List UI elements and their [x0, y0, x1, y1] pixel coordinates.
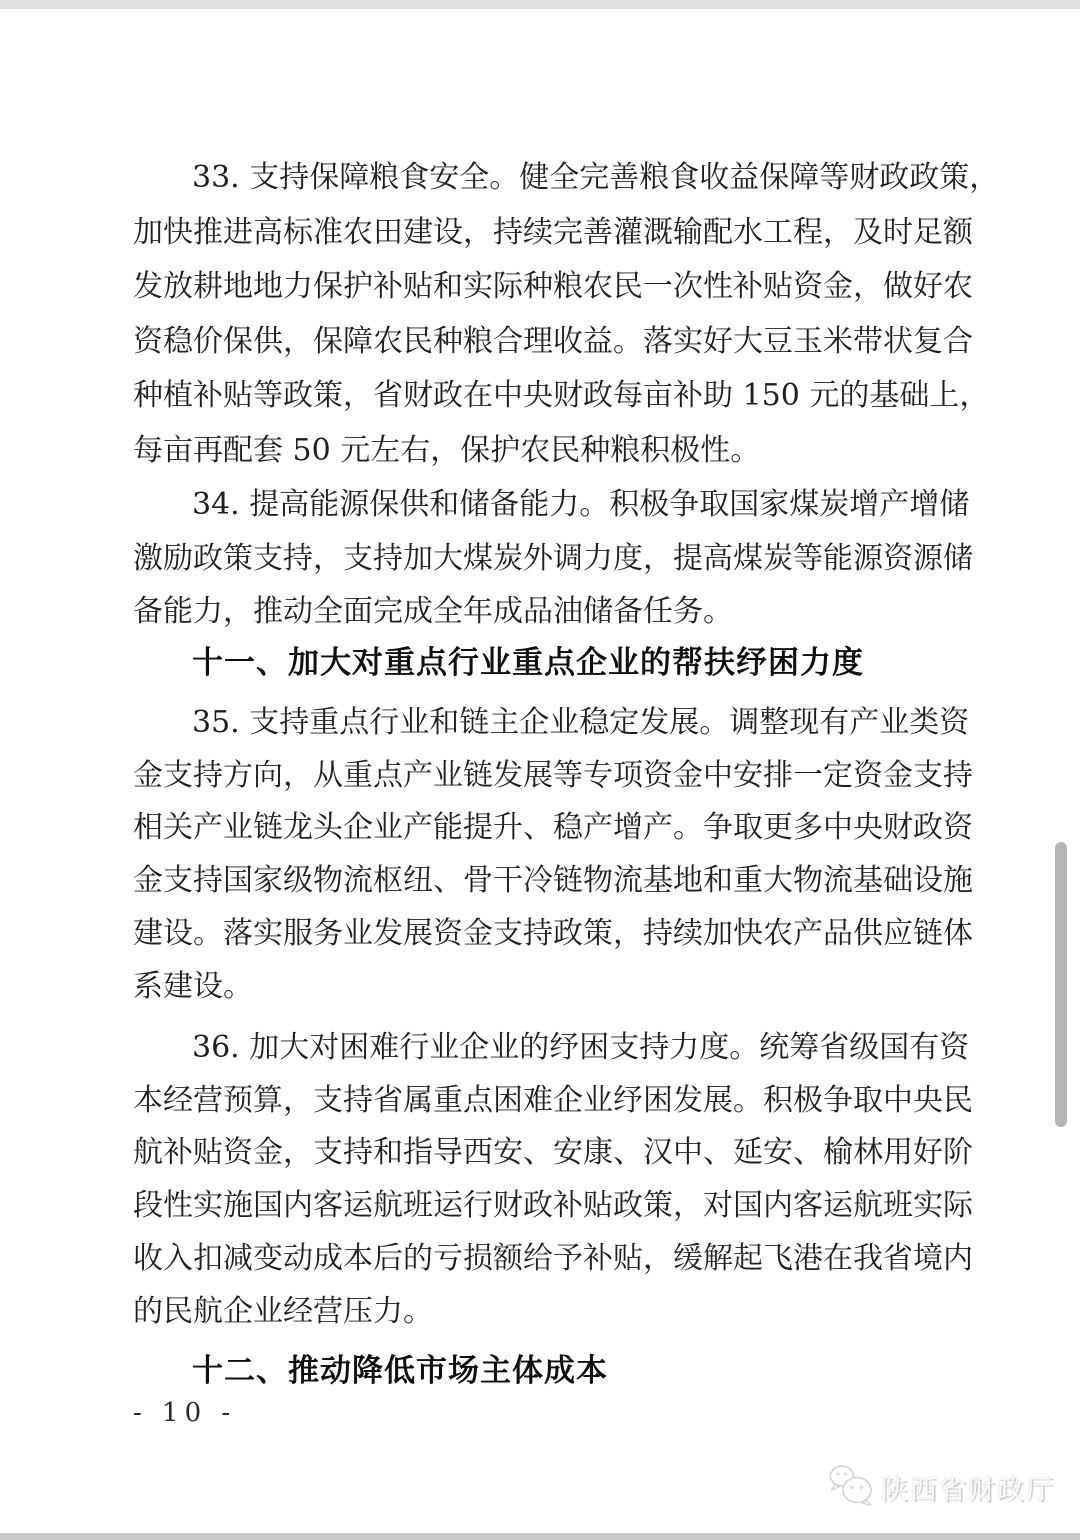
- wechat-logo-icon: [828, 1464, 874, 1510]
- bottom-bar: [0, 1533, 1080, 1540]
- text-line: 收入扣减变动成本后的亏损额给予补贴，缓解起飞港在我省境内: [133, 1240, 973, 1276]
- watermark: [828, 1464, 1055, 1510]
- text-line: 系建设。: [133, 968, 253, 1004]
- text-line: 的民航企业经营压力。: [133, 1293, 433, 1329]
- section-heading-11: 十一、加大对重点行业重点企业的帮扶纾困力度: [192, 645, 864, 681]
- paragraph-34: [133, 478, 973, 639]
- text-line: 相关产业链龙头企业产能提升、稳产增产。争取更多中央财政资: [133, 810, 973, 846]
- text-line: 36. 加大对困难行业企业的纾困支持力度。统筹省级国有资: [192, 1030, 970, 1065]
- text-line: 航补贴资金，支持和指导西安、安康、汉中、延安、榆林用好阶: [133, 1135, 973, 1171]
- section-heading-12: 十二、推动降低市场主体成本: [192, 1353, 608, 1389]
- text-line: 段性实施国内客运航班运行财政补贴政策，对国内客运航班实际: [133, 1188, 973, 1224]
- text-line: 资稳价保供，保障农民种粮合理收益。落实好大豆玉米带状复合: [133, 323, 973, 359]
- page-number: - 10 -: [133, 1398, 237, 1428]
- text-line: 加快推进高标准农田建设，持续完善灌溉输配水工程，及时足额: [133, 214, 973, 250]
- scrollbar-thumb[interactable]: [1055, 842, 1067, 1127]
- text-line: 33. 支持保障粮食安全。健全完善粮食收益保障等财政政策，: [192, 160, 1000, 195]
- text-line: 金支持方向，从重点产业链发展等专项资金中安排一定资金支持: [133, 757, 973, 793]
- paragraph-35: [133, 697, 973, 1013]
- text-line: 建设。落实服务业发展资金支持政策，持续加快农产品供应链体: [133, 915, 973, 951]
- text-line: 金支持国家级物流枢纽、骨干冷链物流基地和重大物流基础设施: [133, 863, 973, 899]
- text-line: 激励政策支持，支持加大煤炭外调力度，提高煤炭等能源资源储: [133, 540, 973, 576]
- paragraph-33: [133, 151, 1000, 479]
- text-line: 本经营预算，支持省属重点困难企业纾困发展。积极争取中央民: [133, 1082, 973, 1118]
- paragraph-36: [133, 1022, 973, 1338]
- top-bar: [0, 0, 1080, 9]
- text-line: 每亩再配套 50 元左右，保护农民种粮积极性。: [133, 432, 761, 468]
- text-line: 种植补贴等政策，省财政在中央财政每亩补助 150 元的基础上，: [133, 378, 990, 414]
- watermark-label: 陕西省财政厅: [881, 1474, 1055, 1506]
- text-line: 发放耕地地力保护补贴和实际种粮农民一次性补贴资金，做好农: [133, 269, 973, 305]
- text-line: 35. 支持重点行业和链主企业稳定发展。调整现有产业类资: [192, 705, 970, 740]
- text-line: 34. 提高能源保供和储备能力。积极争取国家煤炭增产增储: [192, 487, 970, 522]
- text-line: 备能力，推动全面完成全年成品油储备任务。: [133, 594, 733, 629]
